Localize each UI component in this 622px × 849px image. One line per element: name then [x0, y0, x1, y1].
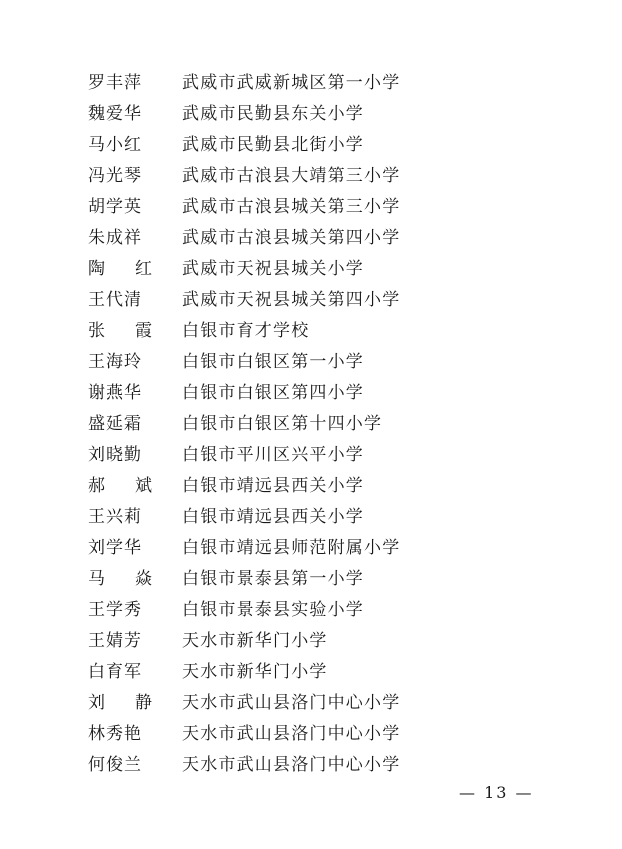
list-item	[88, 378, 568, 409]
school-name: 白银市靖远县师范附属小学	[182, 538, 401, 558]
list-item	[88, 409, 568, 440]
person-name: 马小红	[88, 135, 142, 155]
person-name: 白育军	[88, 662, 142, 682]
list-item	[88, 719, 568, 750]
list-item	[88, 564, 568, 595]
school-name: 白银市景泰县实验小学	[182, 600, 364, 620]
school-name: 白银市平川区兴平小学	[182, 445, 364, 465]
school-name: 白银市育才学校	[182, 321, 310, 341]
list-item	[88, 626, 568, 657]
school-name: 武威市民勤县东关小学	[182, 104, 364, 124]
person-name: 罗丰萍	[88, 73, 142, 93]
person-name: 刘学华	[88, 538, 142, 558]
school-name: 天水市新华门小学	[182, 631, 328, 651]
list-item	[88, 161, 568, 192]
list-item	[88, 285, 568, 316]
school-name: 白银市靖远县西关小学	[182, 476, 364, 496]
list-item	[88, 223, 568, 254]
school-name: 天水市新华门小学	[182, 662, 328, 682]
person-name: 朱成祥	[88, 228, 142, 248]
person-name: 林秀艳	[88, 724, 142, 744]
list-item	[88, 68, 568, 99]
list-item	[88, 595, 568, 626]
school-name: 武威市古浪县城关第三小学	[182, 197, 401, 217]
name-list	[88, 68, 568, 781]
person-name: 胡学英	[88, 197, 142, 217]
person-name: 王婧芳	[88, 631, 142, 651]
person-name: 王代清	[88, 290, 142, 310]
person-name: 王海玲	[88, 352, 142, 372]
person-name: 刘静	[88, 693, 182, 713]
school-name: 武威市天祝县城关第四小学	[182, 290, 401, 310]
person-name: 陶红	[88, 259, 182, 279]
person-name: 刘晓勤	[88, 445, 142, 465]
school-name: 天水市武山县洛门中心小学	[182, 755, 401, 775]
school-name: 白银市靖远县西关小学	[182, 507, 364, 527]
person-name: 魏爱华	[88, 104, 142, 124]
person-name: 马焱	[88, 569, 182, 589]
list-item	[88, 347, 568, 378]
list-item	[88, 657, 568, 688]
list-item	[88, 192, 568, 223]
list-item	[88, 130, 568, 161]
school-name: 武威市古浪县大靖第三小学	[182, 166, 401, 186]
school-name: 白银市白银区第四小学	[182, 383, 364, 403]
school-name: 天水市武山县洛门中心小学	[182, 693, 401, 713]
list-item	[88, 750, 568, 781]
school-name: 武威市古浪县城关第四小学	[182, 228, 401, 248]
person-name: 张霞	[88, 321, 182, 341]
person-name: 盛延霜	[88, 414, 142, 434]
school-name: 白银市景泰县第一小学	[182, 569, 364, 589]
person-name: 郝斌	[88, 476, 182, 496]
list-item	[88, 99, 568, 130]
list-item	[88, 533, 568, 564]
person-name: 谢燕华	[88, 383, 142, 403]
school-name: 武威市武威新城区第一小学	[182, 73, 401, 93]
list-item	[88, 471, 568, 502]
list-item	[88, 688, 568, 719]
page-number: — 13 —	[459, 783, 534, 802]
school-name: 白银市白银区第十四小学	[182, 414, 383, 434]
list-item	[88, 502, 568, 533]
list-item	[88, 254, 568, 285]
person-name: 王学秀	[88, 600, 142, 620]
list-item	[88, 440, 568, 471]
school-name: 武威市民勤县北街小学	[182, 135, 364, 155]
person-name: 何俊兰	[88, 755, 142, 775]
school-name: 武威市天祝县城关小学	[182, 259, 364, 279]
school-name: 天水市武山县洛门中心小学	[182, 724, 401, 744]
person-name: 冯光琴	[88, 166, 142, 186]
list-item	[88, 316, 568, 347]
school-name: 白银市白银区第一小学	[182, 352, 364, 372]
person-name: 王兴莉	[88, 507, 142, 527]
